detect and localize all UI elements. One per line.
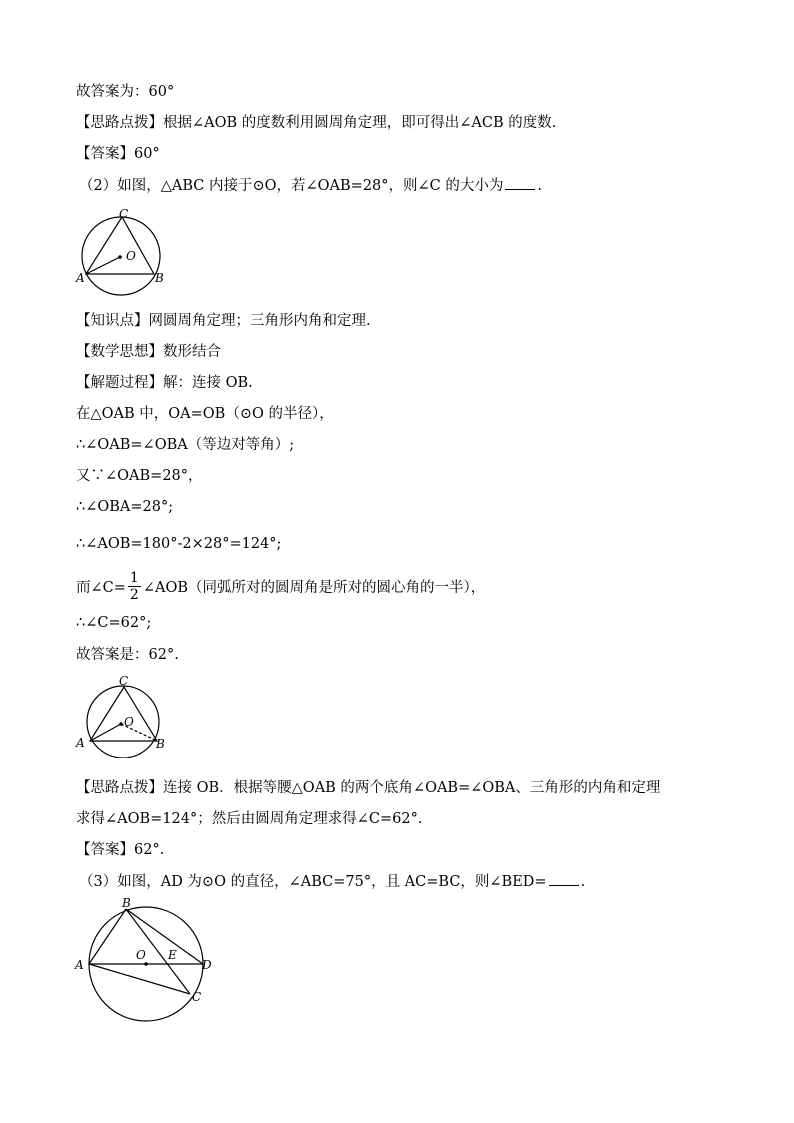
segment-ab <box>89 909 126 964</box>
center-point-o <box>119 722 123 726</box>
math-thinking: 【数学思想】数形结合 <box>76 344 221 360</box>
solution-step-1: 在△OAB 中，OA=OB（⊙O 的半径）， <box>76 406 334 422</box>
label-a: A <box>76 271 85 285</box>
circle-figure-2 <box>74 672 174 758</box>
solution-step-4: ∴∠OBA=28°; <box>76 499 174 515</box>
question-3 <box>79 871 585 892</box>
label-c: C <box>192 990 202 1004</box>
circle-figure-1 <box>74 204 174 296</box>
answer-label-1: 【答案】60° <box>76 146 160 162</box>
knowledge-point: 【知识点】网圆周角定理；三角形内角和定理. <box>76 313 371 329</box>
question-3-text: （3）如图，AD 为⊙O 的直径，∠ABC=75°，且 AC=BC，则∠BED= <box>79 874 547 890</box>
circle-figure-3 <box>72 894 222 1022</box>
solution-step-6 <box>76 570 485 606</box>
step-6-end: ∠AOB（同弧所对的圆周角是所对的圆心角的一半）， <box>142 580 486 596</box>
label-o: O <box>136 948 146 962</box>
solution-header: 【解题过程】解：连接 OB. <box>76 375 253 391</box>
question-2-text: （2）如图，△ABC 内接于⊙O，若∠OAB=28°，则∠C 的大小为 <box>79 178 504 194</box>
label-b: B <box>155 271 164 285</box>
question-2-end: . <box>537 178 542 194</box>
hint-line-2a: 【思路点拨】连接 OB．根据等腰△OAB 的两个底角∠OAB=∠OBA、三角形的内角和定理 <box>76 780 661 796</box>
answer-label-2: 【答案】62°. <box>76 842 165 858</box>
label-e: E <box>168 948 177 962</box>
label-a: A <box>76 736 85 750</box>
solution-step-5: ∴∠AOB=180°-2×28°=124°; <box>76 536 282 552</box>
step-6-start: 而∠C= <box>76 580 126 596</box>
circle-o <box>87 686 159 758</box>
answer-line-2: 故答案是：62°. <box>76 647 179 663</box>
label-c: C <box>119 674 129 688</box>
question-2 <box>79 175 542 196</box>
center-point-o <box>144 962 148 966</box>
fraction-numerator: 1 <box>129 569 139 586</box>
answer-blank <box>549 871 579 886</box>
answer-blank <box>505 175 535 190</box>
label-c: C <box>119 207 129 221</box>
label-o: O <box>124 715 134 729</box>
center-point-o <box>118 255 122 259</box>
label-b: B <box>122 896 131 910</box>
fraction-denominator: 2 <box>129 586 139 603</box>
hint-line-2b: 求得∠AOB=124°；然后由圆周角定理求得∠C=62°. <box>76 811 423 827</box>
label-d: D <box>202 958 212 972</box>
label-o: O <box>126 249 136 263</box>
solution-step-3: 又∵∠OAB=28°， <box>76 468 203 484</box>
label-b: B <box>156 737 165 751</box>
answer-line-1: 故答案为：60° <box>76 84 175 100</box>
question-3-end: . <box>580 874 586 890</box>
solution-step-7: ∴∠C=62°; <box>76 615 152 631</box>
fraction-one-half <box>128 570 141 603</box>
segment-ac <box>89 964 190 994</box>
label-a: A <box>75 958 84 972</box>
solution-step-2: ∴∠OAB=∠OBA（等边对等角）; <box>76 437 295 453</box>
hint-line-1: 【思路点拨】根据∠AOB 的度数利用圆周角定理，即可得出∠ACB 的度数. <box>76 115 557 131</box>
